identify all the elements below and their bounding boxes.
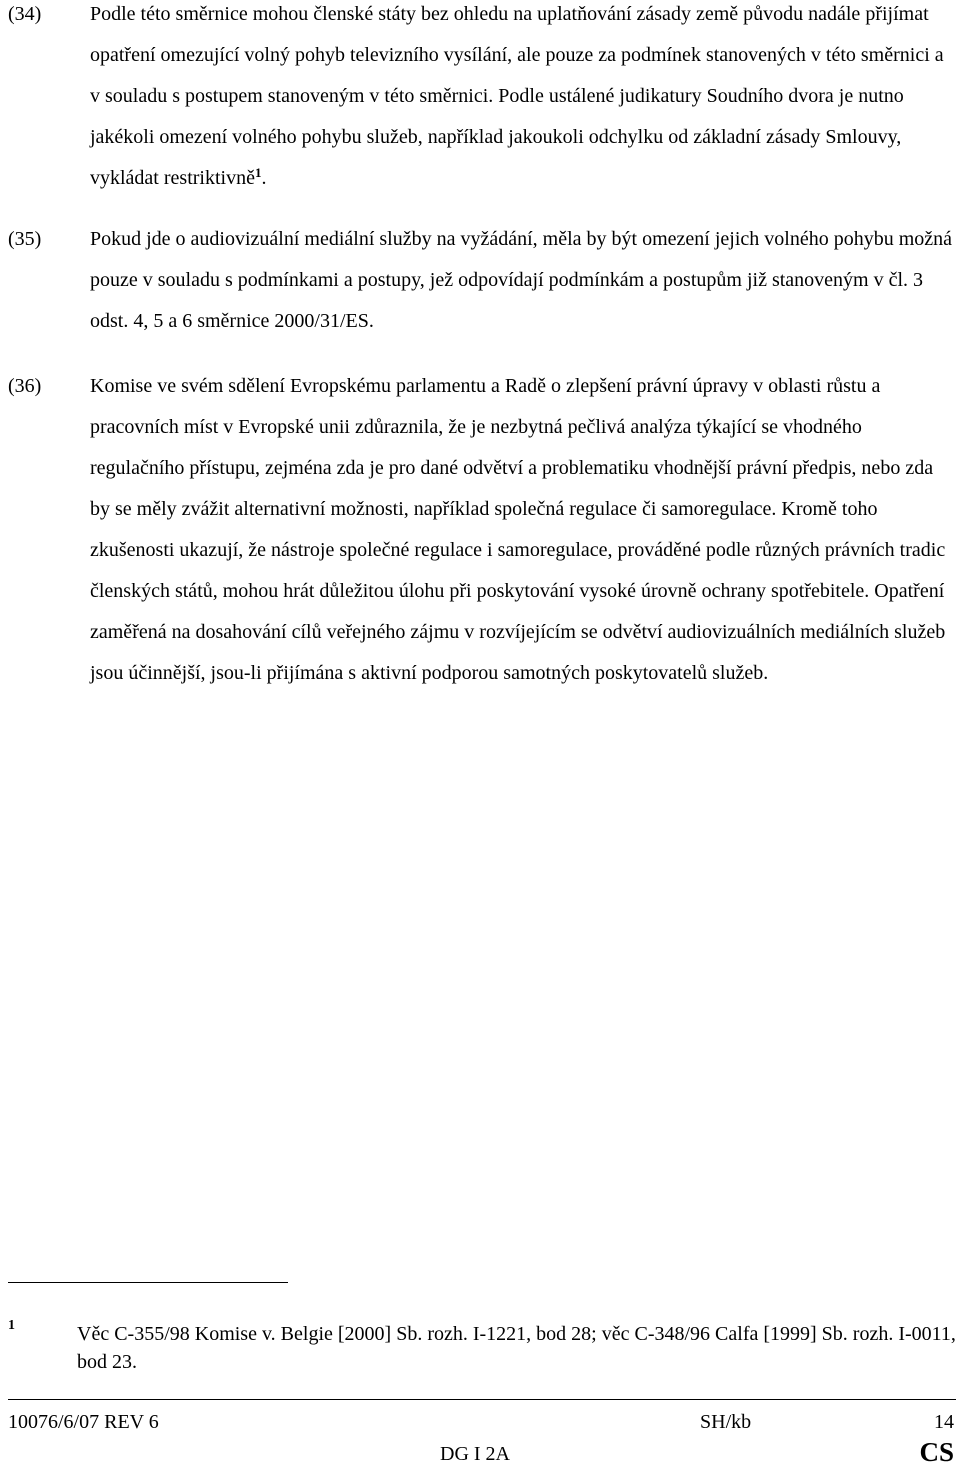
- footnote-marker: 1: [8, 1318, 15, 1333]
- recital-text: Komise ve svém sdělení Evropskému parlamentu a Radě o zlepšení právní úpravy v oblasti růstu a pracovních míst v Evropské unii zdůraznila, že je nezbytná pečlivá analýza týkající se vhodného regulačního přístupu, zejména zda je pro dané odvětví a problematiku vhodnější právní předpis, nebo zda by se měly zvážit alternativní možnosti, například společná regulace či samoregulace. Kromě toho zkušenosti ukazují, že nástroje společné regulace i samoregulace, prováděné podle různých právních tradic členských států, mohou hrát důležitou úlohu při poskytování vysoké úrovně ochrany spotřebitele. Opatření zaměřená na dosahování cílů veřejného zájmu v rozvíjejícím se odvětví audiovizuálních mediálních služeb jsou účinnější, jsou-li přijímána s aktivní podporou samotných poskytovatelů služeb.: [90, 375, 946, 684]
- recital-text: [90, 0, 956, 199]
- footnote-separator: [8, 1282, 288, 1283]
- footer-separator: [8, 1399, 956, 1400]
- document-reference: 10076/6/07 REV 6: [8, 1411, 159, 1433]
- page-number: 14: [934, 1411, 954, 1433]
- recital-text: Pokud jde o audiovizuální mediální služby na vyžádání, měla by být omezení jejich volného pohybu možná pouze v souladu s podmínkami a postupy, jež odpovídají podmínkám a postupům již stanoveným v čl. 3 odst. 4, 5 a 6 směrnice 2000/31/ES.: [90, 228, 953, 332]
- language-code: CS: [919, 1437, 954, 1467]
- author-initials: SH/kb: [700, 1411, 752, 1433]
- recital-end: .: [261, 167, 267, 189]
- recital-number: (34): [8, 3, 42, 25]
- recital-number: (35): [8, 228, 42, 250]
- footnote-reference[interactable]: 1: [254, 165, 262, 180]
- directorate-general: DG I 2A: [440, 1443, 510, 1465]
- recital-number: (36): [8, 375, 42, 397]
- footnote-text: Věc C-355/98 Komise v. Belgie [2000] Sb. rozh. I-1221, bod 28; věc C-348/96 Calfa [1999] Sb. rozh. I-0011, bod 23.: [77, 1323, 956, 1373]
- recital-body: Podle této směrnice mohou členské státy bez ohledu na uplatňování zásady země původu nadále přijímat opatření omezující volný pohyb televizního vysílání, ale pouze za podmínek stanovených v této směrnici a v souladu s postupem stanoveným v této směrnici. Podle ustálené judikatury Soudního dvora je nutno jakékoli omezení volného pohybu služeb, například jakoukoli odchylku od základní zásady Smlouvy, vykládat restriktivně: [90, 3, 944, 189]
